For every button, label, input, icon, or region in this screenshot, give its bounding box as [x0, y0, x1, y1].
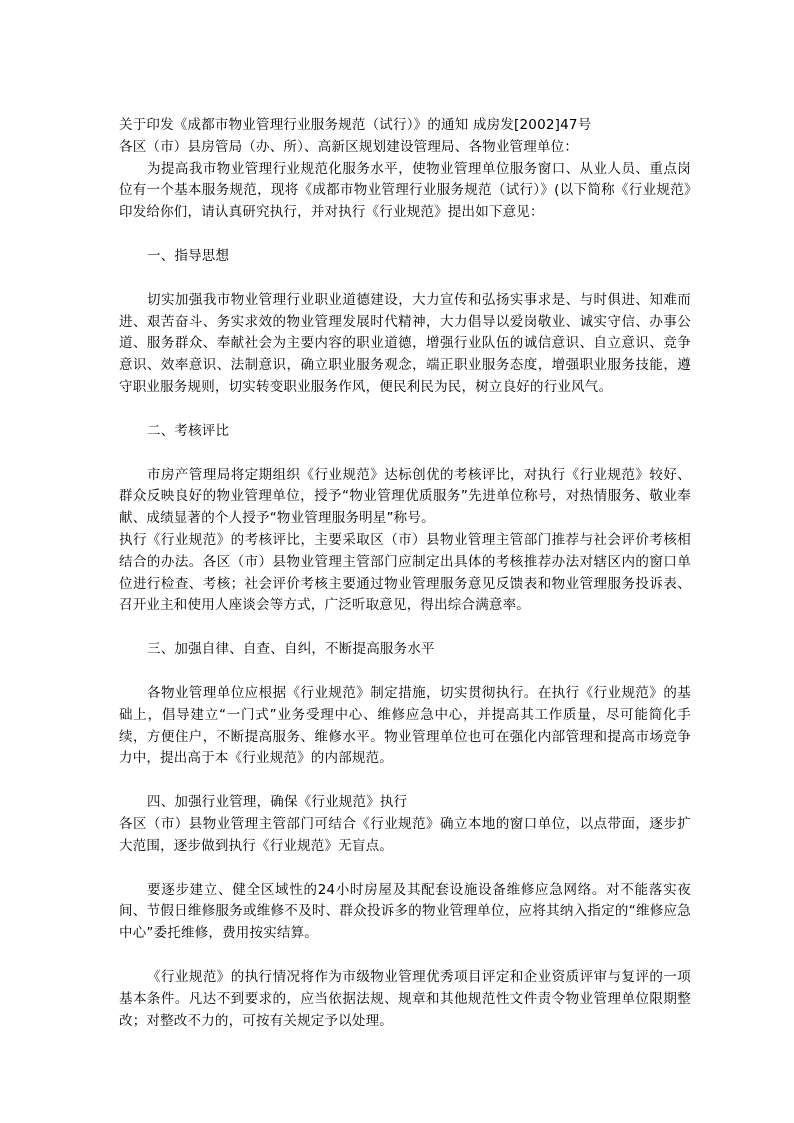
intro-paragraph: 为提高我市物业管理行业规范化服务水平，使物业管理单位服务窗口、从业人员、重点岗位有一个基本服务规范，现将《成都市物业管理行业服务规范（试行）》(以下简称《行业规范》印发给你们，请认真研究执行，并对执行《行业规范》提出如下意见： [119, 160, 691, 221]
addressee: 各区（市）县房管局（办、所）、高新区规划建设管理局、各物业管理单位： [119, 138, 579, 155]
spacer [119, 268, 691, 290]
section-body-assessment-1: 市房产管理局将定期组织《行业规范》达标创优的考核评比，对执行《行业规范》较好、群众反映良好的物业管理单位，授予“物业管理优质服务”先进单位称号，对热情服务、敬业奉献、成绩显著的个人授予“物业管理服务明星”称号。 [119, 466, 691, 527]
section-body-industry-management-2: 要逐步建立、健全区域性的24小时房屋及其配套设施设备维修应急网络。对不能落实夜间、节假日维修服务或维修不及时、群众投诉多的物业管理单位，应将其纳入指定的“维修应急中心”委托维修，费用按实结算。 [119, 881, 691, 942]
spacer [119, 399, 691, 421]
document-title: 关于印发《成都市物业管理行业服务规范（试行）》的通知 成房发[2002]47号 [119, 117, 592, 133]
section-body-industry-management-1: 各区（市）县物业管理主管部门可结合《行业规范》确立本地的窗口单位，以点带面，逐步扩大范围，逐步做到执行《行业规范》无盲点。 [119, 815, 691, 854]
section-body-assessment-2: 执行《行业规范》的考核评比，主要采取区（市）县物业管理主管部门推荐与社会评价考核相结合的办法。各区（市）县物业管理主管部门应制定出具体的考核推荐办法对辖区内的窗口单位进行检查、考核；社会评价考核主要通过物业管理服务意见反馈表和物业管理服务投诉表、召开业主和使用人座谈会等方式，广泛听取意见，得出综合满意率。 [119, 531, 691, 614]
section-heading-guiding-ideology: 一、指导思想 [147, 247, 230, 264]
spacer [119, 945, 691, 967]
document-body [119, 115, 691, 1032]
section-body-self-discipline: 各物业管理单位应根据《行业规范》制定措施，切实贯彻执行。在执行《行业规范》的基础上，倡导建立“一门式”业务受理中心、维修应急中心，并提高其工作质量，尽可能简化手续，方便住户，不断提高服务、维修水平。物业管理单位也可在强化内部管理和提高市场竞争力中，提出高于本《行业规范》的内部规范。 [119, 684, 691, 767]
section-heading-assessment: 二、考核评比 [147, 422, 230, 439]
spacer [119, 770, 691, 792]
spacer [119, 443, 691, 465]
spacer [119, 661, 691, 683]
spacer [119, 224, 691, 246]
section-body-industry-management-3: 《行业规范》的执行情况将作为市级物业管理优秀项目评定和企业资质评审与复评的一项基本条件。凡达不到要求的，应当依据法规、规章和其他规范性文件责令物业管理单位限期整改；对整改不力的，可按有关规定予以处理。 [119, 968, 691, 1029]
section-heading-self-discipline: 三、加强自律、自查、自纠，不断提高服务水平 [147, 641, 435, 658]
section-heading-industry-management: 四、加强行业管理，确保《行业规范》执行 [147, 794, 408, 811]
spacer [119, 858, 691, 880]
spacer [119, 617, 691, 639]
section-body-guiding-ideology: 切实加强我市物业管理行业职业道德建设，大力宣传和弘扬实事求是、与时俱进、知难而进、艰苦奋斗、务实求效的物业管理发展时代精神，大力倡导以爱岗敬业、诚实守信、办事公道、服务群众、奉献社会为主要内容的职业道德，增强行业队伍的诚信意识、自立意识、竞争意识、效率意识、法制意识，确立职业服务观念，端正职业服务态度，增强职业服务技能，遵守职业服务规则，切实转变职业服务作风，便民利民为民，树立良好的行业风气。 [119, 291, 691, 395]
